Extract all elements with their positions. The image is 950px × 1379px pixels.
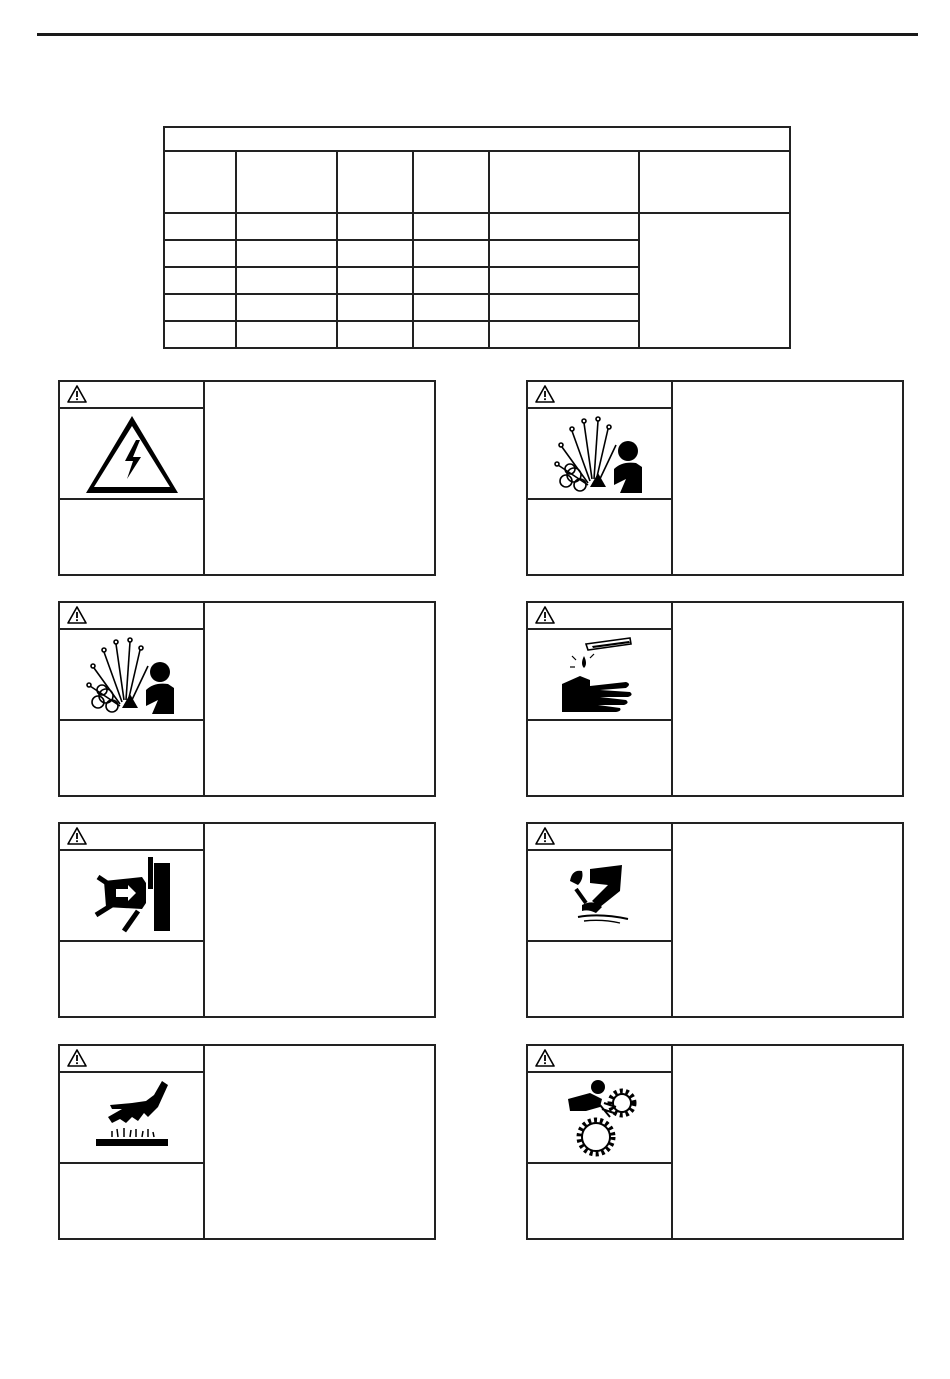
table-cell: [164, 267, 236, 294]
warning-signal-cell: [60, 1046, 203, 1073]
warning-label-cell: [528, 1164, 671, 1238]
warning-triangle-icon: [67, 606, 87, 624]
column-header: [413, 151, 489, 213]
table-cell: [489, 213, 639, 240]
warning-triangle-icon: [67, 1049, 87, 1067]
warning-signal-cell: [528, 382, 671, 409]
pictogram-cell: [60, 851, 203, 942]
warning-left-column: [60, 1046, 205, 1238]
warning-triangle-icon: [67, 385, 87, 403]
pictogram-cell: [60, 630, 203, 721]
warning-box-explosion: [58, 601, 436, 797]
table-cell: [236, 294, 337, 321]
column-header: [639, 151, 790, 213]
warning-triangle-icon: [535, 385, 555, 403]
warning-signal-cell: [528, 603, 671, 630]
warning-box-skin-injection: [526, 822, 904, 1018]
pictogram-cell: [60, 409, 203, 500]
table-row: [164, 213, 790, 240]
table-cell: [337, 213, 413, 240]
warning-message-cell: [207, 824, 434, 1016]
table-cell: [236, 240, 337, 267]
warning-message-cell: [675, 824, 902, 1016]
warning-signal-cell: [60, 382, 203, 409]
column-header: [236, 151, 337, 213]
warning-message-cell: [207, 382, 434, 574]
warning-box-explosion: [526, 380, 904, 576]
table-cell: [164, 213, 236, 240]
warning-label-cell: [528, 500, 671, 574]
warning-triangle-icon: [535, 1049, 555, 1067]
warning-label-cell: [60, 500, 203, 574]
pictogram-cell: [60, 1073, 203, 1164]
table-caption: [164, 127, 790, 151]
table-cell: [413, 267, 489, 294]
chemical-burn-icon: [550, 634, 650, 716]
table-cell: [489, 321, 639, 348]
warning-box-electric-shock: [58, 380, 436, 576]
warning-left-column: [60, 603, 205, 795]
pictogram-cell: [528, 1073, 671, 1164]
warning-left-column: [60, 824, 205, 1016]
warning-box-crush: [58, 822, 436, 1018]
warning-label-cell: [528, 942, 671, 1016]
table-cell: [337, 267, 413, 294]
crush-hazard-icon: [82, 855, 182, 937]
warning-message-cell: [207, 603, 434, 795]
warning-label-cell: [60, 1164, 203, 1238]
table-cell: [413, 240, 489, 267]
column-header: [489, 151, 639, 213]
warning-message-cell: [675, 1046, 902, 1238]
warning-message-cell: [675, 603, 902, 795]
warning-triangle-icon: [535, 827, 555, 845]
table-cell: [413, 321, 489, 348]
table-cell: [236, 267, 337, 294]
table-cell: [489, 267, 639, 294]
warning-box-entanglement: [526, 1044, 904, 1240]
warning-left-column: [528, 603, 673, 795]
table-cell: [164, 321, 236, 348]
hot-surface-icon: [82, 1077, 182, 1159]
warning-box-hot-surface: [58, 1044, 436, 1240]
table-cell: [164, 240, 236, 267]
table-cell-merged: [639, 213, 790, 348]
warning-signal-cell: [528, 1046, 671, 1073]
pictogram-cell: [528, 409, 671, 500]
explosion-icon: [82, 634, 182, 716]
spec-table: [163, 126, 791, 349]
warning-label-cell: [60, 721, 203, 795]
warning-triangle-icon: [67, 827, 87, 845]
warning-message-cell: [207, 1046, 434, 1238]
warning-triangle-icon: [535, 606, 555, 624]
skin-injection-icon: [550, 855, 650, 937]
electric-shock-icon: [82, 413, 182, 495]
table-cell: [337, 294, 413, 321]
warning-left-column: [528, 1046, 673, 1238]
explosion-icon: [550, 413, 650, 495]
warning-left-column: [528, 382, 673, 574]
table-cell: [413, 213, 489, 240]
table-cell: [489, 240, 639, 267]
top-rule: [37, 33, 918, 36]
warning-label-cell: [528, 721, 671, 795]
warning-label-cell: [60, 942, 203, 1016]
table-cell: [413, 294, 489, 321]
table-cell: [164, 294, 236, 321]
rotating-gears-icon: [550, 1077, 650, 1159]
table-cell: [236, 213, 337, 240]
pictogram-cell: [528, 630, 671, 721]
table-cell: [337, 240, 413, 267]
warning-left-column: [60, 382, 205, 574]
table-cell: [236, 321, 337, 348]
warning-box-corrosive: [526, 601, 904, 797]
warning-signal-cell: [60, 603, 203, 630]
pictogram-cell: [528, 851, 671, 942]
table-cell: [489, 294, 639, 321]
warning-signal-cell: [528, 824, 671, 851]
column-header: [164, 151, 236, 213]
warning-message-cell: [675, 382, 902, 574]
warning-signal-cell: [60, 824, 203, 851]
table-cell: [337, 321, 413, 348]
column-header: [337, 151, 413, 213]
warning-left-column: [528, 824, 673, 1016]
